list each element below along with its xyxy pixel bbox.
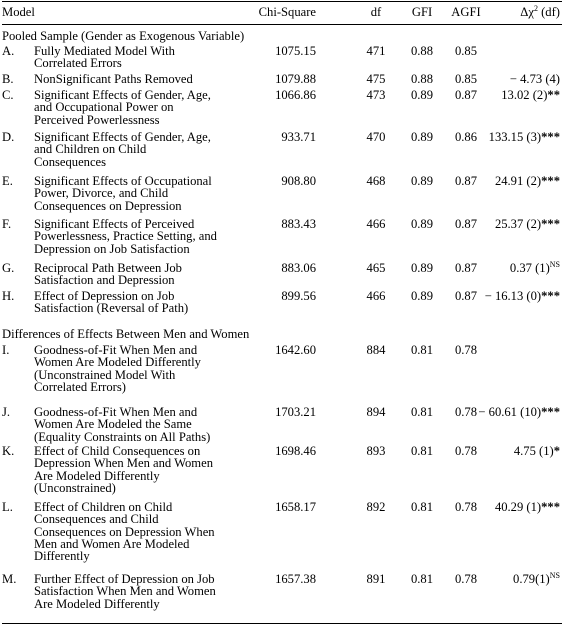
row-letter: I.: [2, 343, 10, 357]
header-df: df: [370, 5, 382, 19]
delta-chi-square-value: 0.37 (1): [509, 261, 550, 275]
df-value: 471: [366, 44, 386, 58]
section-title: Pooled Sample (Gender as Exogenous Variable): [2, 29, 245, 43]
row-letter: J.: [2, 405, 11, 419]
row-label-line: Goodness-of-Fit When Men and: [34, 405, 198, 419]
gfi-value: 0.89: [410, 289, 434, 303]
delta-chi-square-cell: [452, 261, 560, 275]
delta-chi-square-value: 0.79(1): [513, 572, 550, 586]
row-letter: G.: [2, 261, 15, 275]
significance-marker: NS: [549, 259, 560, 269]
row-label-line: (Equality Constraints on All Paths): [34, 429, 211, 444]
agfi-value: 0.85: [454, 72, 478, 86]
gfi-value: 0.89: [410, 217, 434, 231]
delta-chi-square-value: 25.37 (2): [494, 217, 542, 231]
row-label-line: Differently: [34, 549, 90, 564]
delta-chi-square-cell: [452, 289, 560, 303]
gfi-value: 0.81: [410, 405, 434, 419]
table-top-rule: [2, 1, 562, 2]
df-value: 475: [366, 72, 386, 86]
chi-square-value: 908.80: [281, 174, 316, 188]
gfi-value: 0.88: [410, 72, 434, 86]
delta-chi-square-cell: [452, 130, 560, 144]
row-label-line: Consequences: [34, 154, 107, 169]
agfi-value: 0.78: [454, 405, 478, 419]
header-delta-chi-square: [452, 5, 560, 19]
row-label-line: Significant Effects of Gender, Age,: [34, 130, 211, 144]
agfi-value: 0.78: [454, 572, 478, 586]
chi-square-value: 1703.21: [275, 405, 316, 419]
row-label-line: Effect of Depression on Job: [34, 289, 175, 303]
significance-marker: *: [553, 444, 560, 458]
row-letter: E.: [2, 174, 13, 188]
significance-marker: ***: [541, 130, 560, 144]
delta-chi-square-cell: [452, 174, 560, 188]
agfi-value: 0.87: [454, 88, 478, 102]
significance-marker: ***: [541, 405, 560, 419]
header-gfi: GFI: [411, 5, 433, 19]
gfi-value: 0.81: [410, 572, 434, 586]
delta-chi-square-value: 40.29 (1): [494, 500, 542, 514]
significance-marker: ***: [541, 217, 560, 231]
agfi-value: 0.87: [454, 217, 478, 231]
row-letter: M.: [2, 572, 17, 586]
delta-chi-square-value: 24.91 (2): [494, 174, 542, 188]
gfi-value: 0.89: [410, 174, 434, 188]
gfi-value: 0.89: [410, 261, 434, 275]
row-label-line: (Unconstrained): [34, 480, 116, 495]
row-label-line: Significant Effects of Occupational: [34, 174, 212, 188]
row-label-line: Correlated Errors): [34, 379, 126, 394]
row-label-line: Satisfaction When Men and Women: [34, 584, 216, 599]
delta-chi-square-cell: [452, 217, 560, 231]
agfi-value: 0.86: [454, 130, 478, 144]
delta-chi-square-value: 13.02 (2): [501, 88, 548, 102]
chi-square-value: 1066.86: [275, 88, 316, 102]
delta-chi-square-cell: [452, 500, 560, 514]
chi-square-value: 1079.88: [275, 72, 316, 86]
df-value: 468: [366, 174, 386, 188]
header-model: Model: [2, 5, 35, 19]
row-label-line: Power, Divorce, and Child: [34, 186, 169, 201]
row-label-line: Powerlessness, Practice Setting, and: [34, 229, 217, 244]
chi-square-value: 1075.15: [275, 44, 316, 58]
significance-marker: ***: [541, 500, 560, 514]
df-value: 891: [366, 572, 386, 586]
gfi-value: 0.81: [410, 444, 434, 458]
header-delta-sup: 2: [533, 3, 538, 13]
header-delta-prefix: Δχ: [520, 5, 534, 19]
chi-square-value: 1642.60: [275, 343, 316, 357]
row-label-line: Goodness-of-Fit When Men and: [34, 343, 198, 357]
agfi-value: 0.85: [454, 44, 478, 58]
row-letter: L.: [2, 500, 13, 514]
delta-chi-square-cell: [452, 72, 560, 86]
significance-marker: ***: [541, 289, 560, 303]
chi-square-value: 899.56: [281, 289, 316, 303]
gfi-value: 0.89: [410, 88, 434, 102]
row-label-line: Significant Effects of Perceived: [34, 217, 195, 231]
row-label-line: Significant Effects of Gender, Age,: [34, 88, 211, 102]
header-chi-square: Chi-Square: [258, 5, 316, 19]
row-letter: C.: [2, 88, 14, 102]
row-label-line: NonSignificant Paths Removed: [34, 72, 193, 86]
chi-square-value: 1658.17: [275, 500, 316, 514]
header-agfi: AGFI: [451, 5, 481, 19]
row-letter: B.: [2, 72, 14, 86]
row-letter: H.: [2, 289, 15, 303]
row-label-line: Are Modeled Differently: [34, 596, 160, 611]
gfi-value: 0.81: [410, 343, 434, 357]
row-label-line: Consequences on Depression: [34, 198, 182, 213]
gfi-value: 0.81: [410, 500, 434, 514]
row-letter: K.: [2, 444, 15, 458]
delta-chi-square-value: 4.75 (1): [513, 444, 554, 458]
row-label-line: Women Are Modeled the Same: [34, 417, 192, 432]
row-label-line: Are Modeled Differently: [34, 468, 160, 483]
chi-square-value: 883.43: [281, 217, 316, 231]
row-label-line: and Occupational Power on: [34, 100, 174, 115]
df-value: 470: [366, 130, 386, 144]
significance-marker: ***: [541, 174, 560, 188]
significance-marker: NS: [549, 570, 560, 580]
df-value: 884: [366, 343, 386, 357]
delta-chi-square-cell: [452, 572, 560, 586]
df-value: 892: [366, 500, 386, 514]
row-label-line: (Unconstrained Model With: [34, 367, 176, 382]
chi-square-value: 883.06: [281, 261, 316, 275]
row-label-line: Depression on Job Satisfaction: [34, 241, 190, 256]
delta-chi-square-value: − 4.73 (4): [509, 72, 560, 86]
row-label-line: and Children on Child: [34, 142, 147, 157]
delta-chi-square-value: − 16.13 (0): [484, 289, 542, 303]
delta-chi-square-cell: [452, 88, 560, 102]
row-label-line: Consequences and Child: [34, 512, 159, 527]
section-title: Differences of Effects Between Men and Women: [2, 327, 250, 341]
df-value: 466: [366, 289, 386, 303]
row-label-line: Satisfaction (Reversal of Path): [34, 301, 189, 316]
agfi-value: 0.78: [454, 444, 478, 458]
chi-square-value: 1698.46: [275, 444, 316, 458]
agfi-value: 0.87: [454, 261, 478, 275]
df-value: 465: [366, 261, 386, 275]
chi-square-value: 1657.38: [275, 572, 316, 586]
df-value: 893: [366, 444, 386, 458]
delta-chi-square-value: − 60.61 (10): [478, 405, 542, 419]
delta-chi-square-cell: [452, 405, 560, 419]
row-label-line: Perceived Powerlessness: [34, 112, 160, 127]
row-label-line: Consequences on Depression When: [34, 524, 215, 539]
df-value: 473: [366, 88, 386, 102]
significance-marker: **: [547, 88, 560, 102]
row-label-line: Correlated Errors: [34, 56, 122, 71]
row-label-line: Fully Mediated Model With: [34, 44, 175, 58]
df-value: 894: [366, 405, 386, 419]
row-letter: F.: [2, 217, 12, 231]
df-value: 466: [366, 217, 386, 231]
header-delta-suffix: (df): [537, 5, 560, 19]
row-label-line: Effect of Children on Child: [34, 500, 173, 514]
row-label-line: Women Are Modeled Differently: [34, 355, 201, 370]
row-label-line: Depression When Men and Women: [34, 456, 213, 471]
delta-chi-square-value: 133.15 (3): [488, 130, 542, 144]
gfi-value: 0.88: [410, 44, 434, 58]
chi-square-value: 933.71: [281, 130, 316, 144]
delta-chi-square-cell: [452, 444, 560, 458]
agfi-value: 0.78: [454, 343, 478, 357]
row-label-line: Reciprocal Path Between Job: [34, 261, 182, 275]
agfi-value: 0.78: [454, 500, 478, 514]
row-letter: D.: [2, 130, 15, 144]
row-label-line: Further Effect of Depression on Job: [34, 572, 215, 586]
agfi-value: 0.87: [454, 289, 478, 303]
row-label-line: Satisfaction and Depression: [34, 273, 175, 288]
row-label-line: Effect of Child Consequences on: [34, 444, 201, 458]
header-rule: [2, 24, 562, 25]
row-label-line: Men and Women Are Modeled: [34, 536, 190, 551]
table-bottom-rule: [2, 623, 562, 624]
gfi-value: 0.89: [410, 130, 434, 144]
row-letter: A.: [2, 44, 15, 58]
agfi-value: 0.87: [454, 174, 478, 188]
